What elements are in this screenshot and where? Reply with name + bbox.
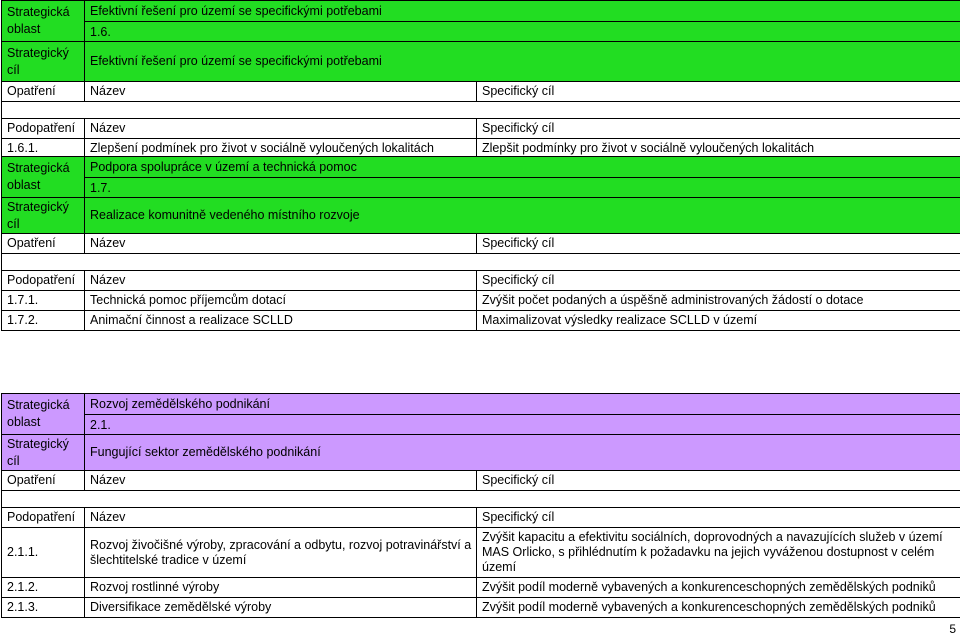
cil-name: Fungující sektor zemědělského podnikání — [85, 435, 960, 471]
strategicka-oblast-label: Strategická oblast — [2, 1, 85, 42]
row-code: 2.1.1. — [2, 528, 85, 578]
row-code: 1.7.2. — [2, 311, 85, 331]
row-name: Rozvoj rostlinné výroby — [85, 578, 477, 598]
row-code: 1.6.1. — [2, 139, 85, 159]
cil-name: Realizace komunitně vedeného místního rozvoje — [85, 198, 960, 234]
nazev-header: Název — [85, 82, 477, 102]
opatreni-header: Opatření — [2, 471, 85, 491]
specificky-cil-header: Specifický cíl — [477, 508, 960, 528]
row-goal: Zvýšit počet podaných a úspěšně administrovaných žádostí o dotace — [477, 291, 960, 311]
page-number: 5 — [949, 622, 956, 636]
oblast-name: Podpora spolupráce v území a technická pomoc — [90, 160, 357, 174]
strategicky-cil-label: Strategický cíl — [2, 198, 85, 234]
strategicky-cil-label: Strategický cíl — [2, 42, 85, 82]
specificky-cil-header: Specifický cíl — [477, 234, 960, 254]
row-goal: Zlepšit podmínky pro život v sociálně vyloučených lokalitách — [477, 139, 960, 159]
opatreni-header: Opatření — [2, 82, 85, 102]
oblast-code: 1.6. — [85, 21, 960, 41]
spacer-row — [2, 491, 960, 508]
oblast-code: 1.7. — [85, 177, 960, 197]
strategicky-cil-label: Strategický cíl — [2, 435, 85, 471]
podopatreni-header: Podopatření — [2, 508, 85, 528]
oblast-cell — [85, 1, 960, 42]
oblast-cell — [85, 394, 960, 435]
podopatreni-header: Podopatření — [2, 271, 85, 291]
nazev-header: Název — [85, 471, 477, 491]
row-code: 2.1.3. — [2, 598, 85, 618]
row-name: Technická pomoc příjemcům dotací — [85, 291, 477, 311]
row-name: Animační činnost a realizace SCLLD — [85, 311, 477, 331]
nazev-header: Název — [85, 234, 477, 254]
nazev-header: Název — [85, 508, 477, 528]
row-code: 1.7.1. — [2, 291, 85, 311]
oblast-code: 2.1. — [85, 414, 960, 434]
oblast-name: Rozvoj zemědělského podnikání — [90, 397, 270, 411]
row-code: 2.1.2. — [2, 578, 85, 598]
section-2-table — [1, 156, 960, 331]
strategicka-oblast-label: Strategická oblast — [2, 394, 85, 435]
specificky-cil-header: Specifický cíl — [477, 82, 960, 102]
specificky-cil-header: Specifický cíl — [477, 271, 960, 291]
row-name: Diversifikace zemědělské výroby — [85, 598, 477, 618]
nazev-header: Název — [85, 119, 477, 139]
cil-name: Efektivní řešení pro území se specifickými potřebami — [85, 42, 960, 82]
opatreni-header: Opatření — [2, 234, 85, 254]
row-name: Rozvoj živočišné výroby, zpracování a odbytu, rozvoj potravinářství a šlechtitelské tradice v území — [85, 528, 477, 578]
row-goal: Maximalizovat výsledky realizace SCLLD v území — [477, 311, 960, 331]
spacer-row — [2, 102, 960, 119]
podopatreni-header: Podopatření — [2, 119, 85, 139]
row-goal: Zvýšit kapacitu a efektivitu sociálních, doprovodných a navazujících služeb v území MAS Orlicko, s přihlédnutím k požadavku na jejich vyváženou dostupnost v celém území — [477, 528, 960, 578]
section-1-table — [1, 0, 960, 159]
spacer-row — [2, 254, 960, 271]
section-3-table — [1, 393, 960, 618]
row-goal: Zvýšit podíl moderně vybavených a konkurenceschopných zemědělských podniků — [477, 578, 960, 598]
specificky-cil-header: Specifický cíl — [477, 119, 960, 139]
row-goal: Zvýšit podíl moderně vybavených a konkurenceschopných zemědělských podniků — [477, 598, 960, 618]
strategicka-oblast-label: Strategická oblast — [2, 157, 85, 198]
nazev-header: Název — [85, 271, 477, 291]
oblast-name: Efektivní řešení pro území se specifickými potřebami — [90, 4, 382, 18]
specificky-cil-header: Specifický cíl — [477, 471, 960, 491]
row-name: Zlepšení podmínek pro život v sociálně vyloučených lokalitách — [85, 139, 477, 159]
oblast-cell — [85, 157, 960, 198]
